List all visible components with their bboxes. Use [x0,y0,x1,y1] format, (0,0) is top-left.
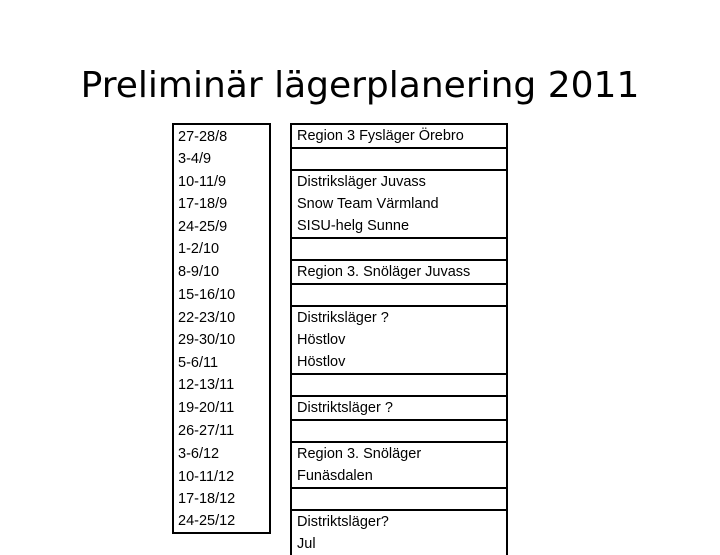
schedule-row [173,306,507,329]
event-cell [291,488,507,510]
date-cell: 17-18/12 [173,488,270,510]
event-cell: Höstlov [291,329,507,351]
schedule-row [173,148,507,170]
date-cell: 5-6/11 [173,351,270,374]
column-gap [270,329,291,351]
schedule-row [173,533,507,555]
slide-title: Preliminär lägerplanering 2011 [80,65,640,106]
column-gap [270,510,291,533]
date-cell: 8-9/10 [173,260,270,284]
event-cell: SISU-helg Sunne [291,215,507,238]
schedule-row [173,124,507,148]
column-gap [270,260,291,284]
event-cell [291,284,507,306]
schedule-body [173,124,507,555]
schedule-row [173,488,507,510]
schedule-row [173,510,507,533]
schedule-row [173,329,507,351]
event-cell: Distriksläger ? [291,306,507,329]
date-cell: 26-27/11 [173,420,270,442]
column-gap [270,374,291,396]
column-gap [270,533,291,555]
column-gap [270,465,291,488]
event-cell: Distriksläger Juvass [291,170,507,193]
date-cell: 17-18/9 [173,193,270,215]
schedule-row [173,193,507,215]
date-cell: 10-11/12 [173,465,270,488]
column-gap [270,420,291,442]
event-cell: Distriktsläger ? [291,396,507,420]
schedule-row [173,374,507,396]
date-cell: 10-11/9 [173,170,270,193]
date-cell: 22-23/10 [173,306,270,329]
event-cell: Funäsdalen [291,465,507,488]
schedule-row [173,170,507,193]
schedule-row [173,396,507,420]
date-cell: 15-16/10 [173,284,270,306]
schedule-row [173,215,507,238]
column-gap [270,124,291,148]
schedule-row [173,260,507,284]
schedule-row [173,284,507,306]
column-gap [270,442,291,465]
column-gap [270,351,291,374]
schedule-row [173,442,507,465]
column-gap [270,193,291,215]
date-cell: 3-4/9 [173,148,270,170]
column-gap [270,148,291,170]
event-cell [291,238,507,260]
event-cell [291,420,507,442]
event-cell [291,148,507,170]
event-cell: Region 3. Snöläger Juvass [291,260,507,284]
column-gap [270,284,291,306]
column-gap [270,170,291,193]
schedule-row [173,420,507,442]
column-gap [270,238,291,260]
date-cell: 24-25/9 [173,215,270,238]
event-cell: Jul [291,533,507,555]
event-cell: Region 3. Snöläger [291,442,507,465]
column-gap [270,215,291,238]
event-cell [291,374,507,396]
event-cell: Höstlov [291,351,507,374]
date-cell: 3-6/12 [173,442,270,465]
date-cell: 1-2/10 [173,238,270,260]
date-cell: 19-20/11 [173,396,270,420]
schedule-row [173,465,507,488]
column-gap [270,396,291,420]
date-cell: 27-28/8 [173,124,270,148]
column-gap [270,306,291,329]
column-gap [270,488,291,510]
date-cell [173,533,270,555]
date-cell: 12-13/11 [173,374,270,396]
event-cell: Snow Team Värmland [291,193,507,215]
schedule-row [173,238,507,260]
schedule-table [172,123,508,555]
event-cell: Distriktsläger? [291,510,507,533]
event-cell: Region 3 Fysläger Örebro [291,124,507,148]
date-cell: 24-25/12 [173,510,270,533]
date-cell: 29-30/10 [173,329,270,351]
schedule-row [173,351,507,374]
